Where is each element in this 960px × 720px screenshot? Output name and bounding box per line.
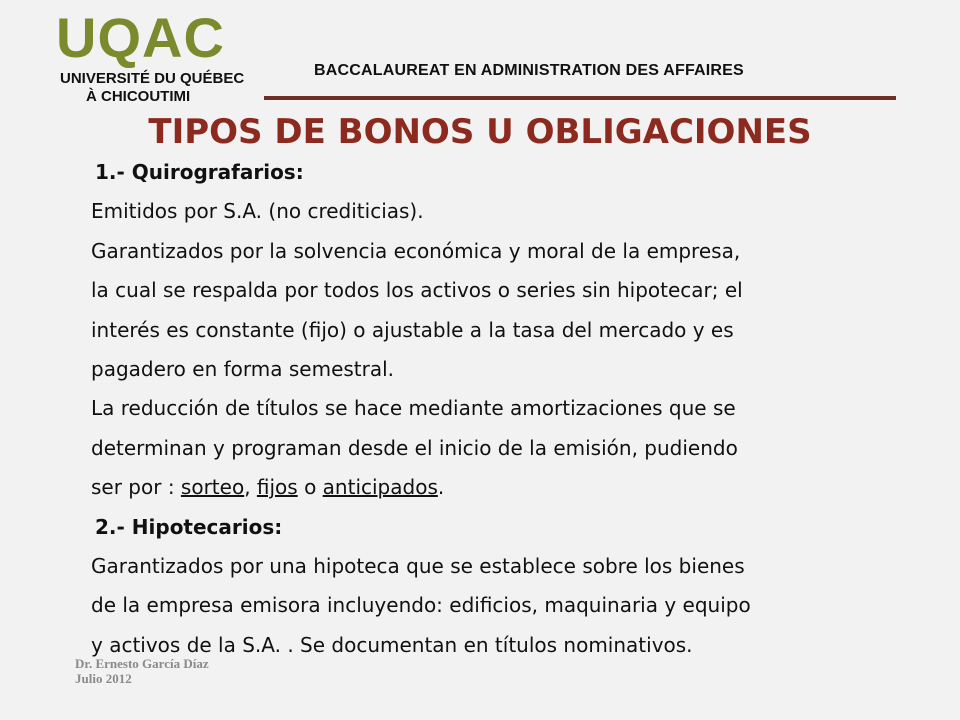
- section1-line: interés es constante (fijo) o ajustable a la tasa del mercado y es: [91, 317, 734, 342]
- section2-line: de la empresa emisora incluyendo: edificios, maquinaria y equipo: [91, 593, 751, 618]
- section1-line: determinan y programan desde el inicio de la emisión, pudiendo: [91, 435, 738, 460]
- section1-heading: 1.- Quirografarios:: [95, 160, 304, 184]
- section2-line: Garantizados por una hipoteca que se establece sobre los bienes: [91, 553, 745, 578]
- program-title: BACCALAUREAT EN ADMINISTRATION DES AFFAIRES: [314, 62, 744, 79]
- options-prefix: ser por :: [91, 475, 181, 500]
- section1-line: pagadero en forma semestral.: [91, 356, 395, 381]
- section2-heading: 2.- Hipotecarios:: [95, 514, 283, 539]
- section1-line: La reducción de títulos se hace mediante amortizaciones que se: [91, 396, 736, 421]
- options-end: .: [437, 475, 445, 500]
- slide-body: [91, 153, 921, 665]
- slide-title: TIPOS DE BONOS U OBLIGACIONES: [148, 112, 812, 152]
- option-fijos: fijos: [256, 475, 298, 500]
- options-separator: o: [297, 475, 323, 500]
- footer-date: Julio 2012: [75, 671, 132, 686]
- header-divider: [264, 96, 896, 100]
- uqac-logo: [56, 6, 266, 105]
- section1-line: Emitidos por S.A. (no crediticias).: [91, 199, 424, 224]
- option-anticipados: anticipados: [322, 475, 438, 500]
- options-separator: ,: [244, 475, 257, 500]
- section1-line: la cual se respalda por todos los activos o series sin hipotecar; el: [91, 278, 743, 303]
- section2-line: y activos de la S.A. . Se documentan en títulos nominativos.: [91, 632, 693, 657]
- section1-options-line: [91, 468, 921, 507]
- logo-city-line: À CHICOUTIMI: [86, 88, 191, 105]
- logo-wordmark: UQAC: [56, 6, 225, 69]
- footer-author: Dr. Ernesto García Díaz: [75, 656, 209, 671]
- footer: [75, 656, 209, 686]
- logo-university-line: UNIVERSITÉ DU QUÉBEC: [60, 70, 245, 87]
- option-sorteo: sorteo: [180, 475, 245, 500]
- section1-line: Garantizados por la solvencia económica y moral de la empresa,: [91, 238, 741, 263]
